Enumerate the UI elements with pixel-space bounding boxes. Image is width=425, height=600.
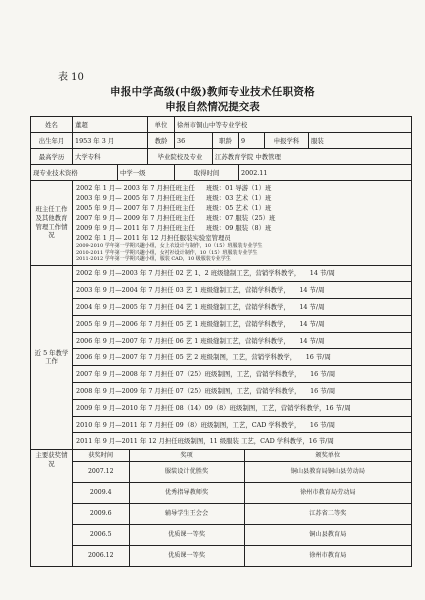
awards-header-row [73, 450, 411, 462]
application-form [30, 116, 412, 567]
awards-content [73, 450, 412, 567]
birth-value: 1953 年 3 月 [73, 133, 148, 149]
row-birth [31, 133, 412, 149]
row-edu [31, 149, 412, 165]
table-number: 表 10 [58, 72, 84, 83]
doc-subtitle: 申报自然情况提交表 [165, 101, 260, 113]
teaching-item: 2004 年 9 月—2005 年 7 月担任 04 艺 1 班级缝制工艺，营销学科教学， 14 节/周 [73, 298, 411, 315]
teach-age-label: 教龄 [148, 133, 175, 149]
row-rank [31, 165, 412, 181]
head-teacher-item: 2005 年 9 月— 2007 年 7 月担任班主任 班级：05 艺术（1）班 [76, 204, 272, 212]
teaching-content [73, 265, 412, 450]
obtain-label: 取得时间 [175, 165, 239, 181]
table-row: 2006.5 优质课一等奖 铜山县教育局 [73, 525, 411, 546]
rank-label: 现专业技术资格 [31, 165, 118, 181]
teaching-item: 2010 年 9 月—2011 年 7 月担任 09（8）班级制图，工艺，CAD 学科教学， 16 节/周 [73, 416, 411, 433]
title-age-label: 职龄 [213, 133, 239, 149]
head-teacher-item: 2009 年 9 月— 2011 年 7 月担任班主任 班级：09 服装（8）班 [76, 224, 272, 232]
teach-age-value: 36 [175, 133, 213, 149]
head-teacher-content [73, 181, 412, 266]
name-value: 董超 [73, 117, 148, 133]
row-teaching [31, 265, 412, 450]
birth-label: 出生年月 [31, 133, 73, 149]
teaching-item: 2003 年 9 月—2004 年 7 月担任 03 艺 1 班级缝制工艺，营销学科教学， 14 节/周 [73, 281, 411, 298]
table-row: 2009.6 辅导学生王会会 江苏省二等奖 [73, 504, 411, 525]
awards-header: 奖项 [129, 450, 244, 462]
teaching-item: 2005 年 9 月—2006 年 7 月担任 05 艺 1 班级缝制工艺，营销学科教学， 14 节/周 [73, 315, 411, 332]
title-age-value: 9 [239, 133, 265, 149]
row-head-teacher [31, 181, 412, 266]
head-teacher-item: 2003 年 9 月— 2005 年 7 月担任班主任 班级：03 艺术（1）班 [76, 194, 272, 202]
doc-title: 申报中学高级(中级)教师专业技术任职资格 [110, 86, 315, 98]
name-label: 姓名 [31, 117, 73, 133]
teaching-label: 近 5 年教学工作 [31, 265, 73, 450]
table-row: 2007.12 服装设计优胜奖 铜山县教育局铜山县劳动局 [73, 462, 411, 483]
interest-group-note: 2011-2012 学年第一学期兴趣小组，服装 CAD，10 级服装专业学生 [76, 256, 231, 262]
subject-value: 服装 [309, 133, 412, 149]
teaching-item: 2006 年 9 月—2007 年 7 月担任 06 艺 1 班级缝制工艺，营销学科教学， 14 节/周 [73, 332, 411, 349]
school-value: 江苏教育学院 中教管理 [213, 149, 412, 165]
teaching-item: 2008 年 9 月—2009 年 7 月担任 07（25）班级制图，工艺，营销学科教学， 16 节/周 [73, 382, 411, 399]
subject-label: 申报学科 [265, 133, 309, 149]
unit-label: 单位 [148, 117, 175, 133]
teaching-item: 2007 年 9 月—2008 年 7 月担任 07（25）班级制图，工艺，营销学科教学， 16 节/周 [73, 365, 411, 382]
obtain-value: 2002.11 [239, 165, 412, 181]
school-label: 毕业院校及专业 [148, 149, 213, 165]
awards-header: 获奖时间 [73, 450, 129, 462]
lab-manager-note: 2002 年 1 月— 2011 年 12 月担任服装实验室管理员 [76, 234, 231, 242]
awards-table [73, 450, 411, 566]
table-row: 2009.4 优秀指导教师奖 徐州市教育局劳动局 [73, 483, 411, 504]
awards-label: 主要获奖情况 [31, 450, 73, 567]
table-row: 2006.12 优质课一等奖 徐州市教育局 [73, 546, 411, 567]
head-teacher-item: 2002 年 1 月— 2003 年 7 月担任班主任 班级：01 导游（1）班 [76, 184, 272, 192]
teaching-item: 2011 年 9 月—2011 年 12 月担任班级制图，11 级服装 工艺，CAD 学科教学，16 节/周 [73, 432, 411, 449]
teaching-item: 2009 年 9 月—2010 年 7 月担任 08（14）09（8）班级制图，工艺，营销学科教学，16 节/周 [73, 399, 411, 416]
interest-group-note: 2010-2011 学年第一学期兴趣小组，女衬衫设计制作，10（15）班服装专业学生 [76, 249, 258, 256]
rank-value: 中学一级 [118, 165, 175, 181]
awards-header: 颁奖单位 [244, 450, 411, 462]
unit-value: 徐州市铜山中等专业学校 [175, 117, 412, 133]
teaching-item: 2006 年 9 月—2007 年 7 月担任 05 艺 2 班级制图，工艺，营销学科教学， 16 节/周 [73, 348, 411, 365]
row-awards [31, 450, 412, 567]
teaching-item: 2002 年 9 月—2003 年 7 月担任 02 艺 1、2 班级缝制工艺，营销学科教学， 14 节/周 [76, 269, 335, 278]
edu-value: 大学专科 [73, 149, 148, 165]
edu-label: 最高学历 [31, 149, 73, 165]
head-teacher-label: 班主任工作及其他教育管理工作情况 [31, 181, 73, 266]
row-name [31, 117, 412, 133]
interest-group-note: 2009-2010 学年第一学期兴趣小组，女上衣设计与制作，10（15）班服装专业学生 [76, 243, 263, 249]
head-teacher-item: 2007 年 9 月— 2009 年 7 月担任班主任 班级：07 服装（25）班 [76, 214, 276, 222]
